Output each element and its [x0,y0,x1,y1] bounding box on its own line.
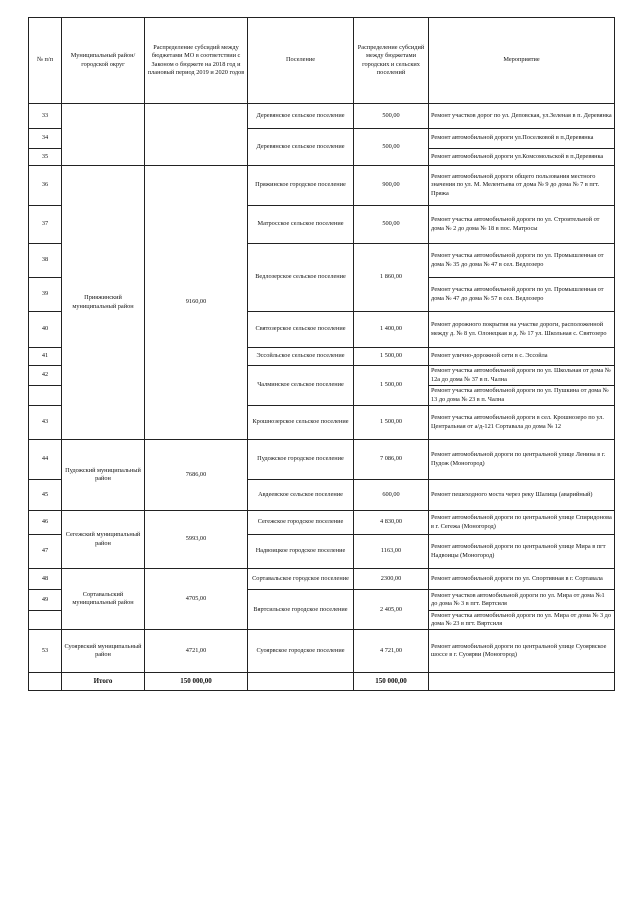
row-num: 43 [29,406,62,440]
event-cell: Ремонт участков дорог по ул. Деповская, ул.Зеленая в п. Деревянка [429,104,615,129]
district-cell: Сегежский муниципальный район [62,511,145,569]
row-num: 36 [29,166,62,206]
settlement-cell: Суоярвское городское поселение [248,630,354,673]
settlement-cell: Надвоицкое городское поселение [248,535,354,569]
event-cell: Ремонт участка автомобильной дороги по ул. Промышленная от дома № 47 до дома № 57 в сел. Ведлозеро [429,278,615,312]
total-label: Итого [62,673,145,691]
settlement-amount: 1 860,00 [354,244,429,312]
district-cell [62,104,145,166]
settlement-cell: Деревянское сельское поселение [248,129,354,166]
table-row [29,630,615,673]
row-num: 48 [29,569,62,590]
header-settlement: Поселение [248,18,354,104]
district-amount: 4721,00 [145,630,248,673]
event-cell: Ремонт участка автомобильной дороги по ул. Пушкина от дома № 13 до дома № 23 в п. Чална [429,386,615,406]
district-amount: 7686,00 [145,440,248,511]
settlement-amount: 2 405,00 [354,590,429,630]
event-cell: Ремонт дорожного покрытия на участке дороги, расположенной между д. № 8 ул. Олонецкая и д. № 17 ул. Школьная с. Святозеро [429,312,615,348]
settlement-amount: 1 500,00 [354,366,429,406]
event-cell: Ремонт автомобильной дороги по центральной улице Мира в пгт Надвоицы (Моногород) [429,535,615,569]
district-cell: Сортавальский муниципальный район [62,569,145,630]
table-row [29,440,615,480]
row-num: 35 [29,149,62,166]
table-header [29,18,615,104]
settlement-amount: 7 086,00 [354,440,429,480]
subsidy-table [28,17,615,691]
header-subsidy-mo: Распределение субсидий между бюджетами МО в соответствии с Законом о бюджете на 2018 год и плановый период 2019 и 2020 годов [145,18,248,104]
row-num [29,386,62,406]
row-num: 49 [29,590,62,611]
row-num: 39 [29,278,62,312]
settlement-amount: 600,00 [354,480,429,511]
district-amount: 9160,00 [145,166,248,440]
settlement-cell: Сегежское городское поселение [248,511,354,535]
header-district: Муниципальный район/городской округ [62,18,145,104]
event-cell: Ремонт участка автомобильной дороги по ул. Промышленная от дома № 35 до дома № 47 в сел. Ведлозеро [429,244,615,278]
row-num: 46 [29,511,62,535]
settlement-amount: 1 500,00 [354,348,429,366]
settlement-amount: 1 400,00 [354,312,429,348]
row-num [29,611,62,630]
settlement-cell: Чалминское сельское поселение [248,366,354,406]
row-num: 33 [29,104,62,129]
settlement-cell: Святозерское сельское поселение [248,312,354,348]
event-cell: Ремонт участка автомобильной дороги по ул. Школьная от дома № 12а до дома № 37 в п. Чална [429,366,615,386]
district-cell: Прияжинский муниципальный район [62,166,145,440]
settlement-cell: Деревянское сельское поселение [248,104,354,129]
settlement-amount: 500,00 [354,129,429,166]
settlement-amount: 4 830,00 [354,511,429,535]
header-subsidy-settlement: Распределение субсидий между бюджетами городских и сельских поселений [354,18,429,104]
event-cell: Ремонт участка автомобильной дороги по ул. Строительной от дома № 2 до дома № 18 в пос. Матросы [429,206,615,244]
subsidy-document [28,17,614,691]
table-row [29,166,615,206]
table-row [29,569,615,590]
row-num: 34 [29,129,62,149]
event-cell: Ремонт улично-дорожной сети в с. Эссойла [429,348,615,366]
settlement-amount: 1 500,00 [354,406,429,440]
row-num: 37 [29,206,62,244]
event-cell: Ремонт автомобильной дороги по ул. Спортивная в г. Сортавала [429,569,615,590]
district-amount [145,104,248,166]
event-cell: Ремонт пешеходного моста через реку Шалица (аварийный) [429,480,615,511]
settlement-cell: Матросское сельское поселение [248,206,354,244]
row-num: 53 [29,630,62,673]
settlement-cell: Сортавальское городское поселение [248,569,354,590]
district-cell: Суоярвский муниципальный район [62,630,145,673]
row-num: 47 [29,535,62,569]
settlement-cell: Вяртсильское городское поселение [248,590,354,630]
total-event [429,673,615,691]
event-cell: Ремонт автомобильной дороги по центральной улице Суоярвское шоссе в г. Суоярви (Моногород) [429,630,615,673]
settlement-amount: 4 721,00 [354,630,429,673]
event-cell: Ремонт автомобильной дороги ул.Комсомольской в п.Деревянка [429,149,615,166]
district-cell: Пудожский муниципальный район [62,440,145,511]
district-amount: 5993,00 [145,511,248,569]
event-cell: Ремонт автомобильной дороги по центральной улице Ленина в г. Пудож (Моногород) [429,440,615,480]
settlement-cell: Пряжинское городское поселение [248,166,354,206]
event-cell: Ремонт автомобильной дороги ул.Поселковой в п.Деревянка [429,129,615,149]
settlement-amount: 1163,00 [354,535,429,569]
row-num: 42 [29,366,62,386]
event-cell: Ремонт участка автомобильной дороги по ул. Мира от дома № 3 до дома № 23 в пгт. Вяртсиля [429,611,615,630]
settlement-amount: 500,00 [354,206,429,244]
event-cell: Ремонт участка автомобильной дороги в сел. Крошнозеро по ул. Центральная от а/д-121 Сортавала до дома № 12 [429,406,615,440]
table-row [29,104,615,129]
settlement-cell: Пудожское городское поселение [248,440,354,480]
table-footer [29,673,615,691]
row-num: 45 [29,480,62,511]
total-settlement [248,673,354,691]
event-cell: Ремонт автомобильной дороги по центральной улице Спиридонова в г. Сегежа (Моногород) [429,511,615,535]
total-num [29,673,62,691]
event-cell: Ремонт автомобильной дороги общего пользования местного значения по ул. М. Мелентьева от дома № 9 до дома № 7 в пгт. Пряжа [429,166,615,206]
table-row [29,511,615,535]
settlement-amount: 500,00 [354,104,429,129]
row-num: 44 [29,440,62,480]
header-event: Мероприятие [429,18,615,104]
settlement-cell: Эссойльское сельское поселение [248,348,354,366]
header-num: № п/п [29,18,62,104]
settlement-cell: Крошнозерское сельское поселение [248,406,354,440]
row-num: 38 [29,244,62,278]
total-subsidy-settlement: 150 000,00 [354,673,429,691]
total-subsidy-mo: 150 000,00 [145,673,248,691]
table-body [29,104,615,673]
row-num: 40 [29,312,62,348]
district-amount: 4705,00 [145,569,248,630]
settlement-amount: 2300,00 [354,569,429,590]
settlement-cell: Ведлозерское сельское поселение [248,244,354,312]
settlement-cell: Авдеевское сельское поселение [248,480,354,511]
settlement-amount: 900,00 [354,166,429,206]
row-num: 41 [29,348,62,366]
event-cell: Ремонт участков автомобильной дороги по ул. Мира от дома №1 до дома № 3 в пгт. Вяртсиля [429,590,615,611]
